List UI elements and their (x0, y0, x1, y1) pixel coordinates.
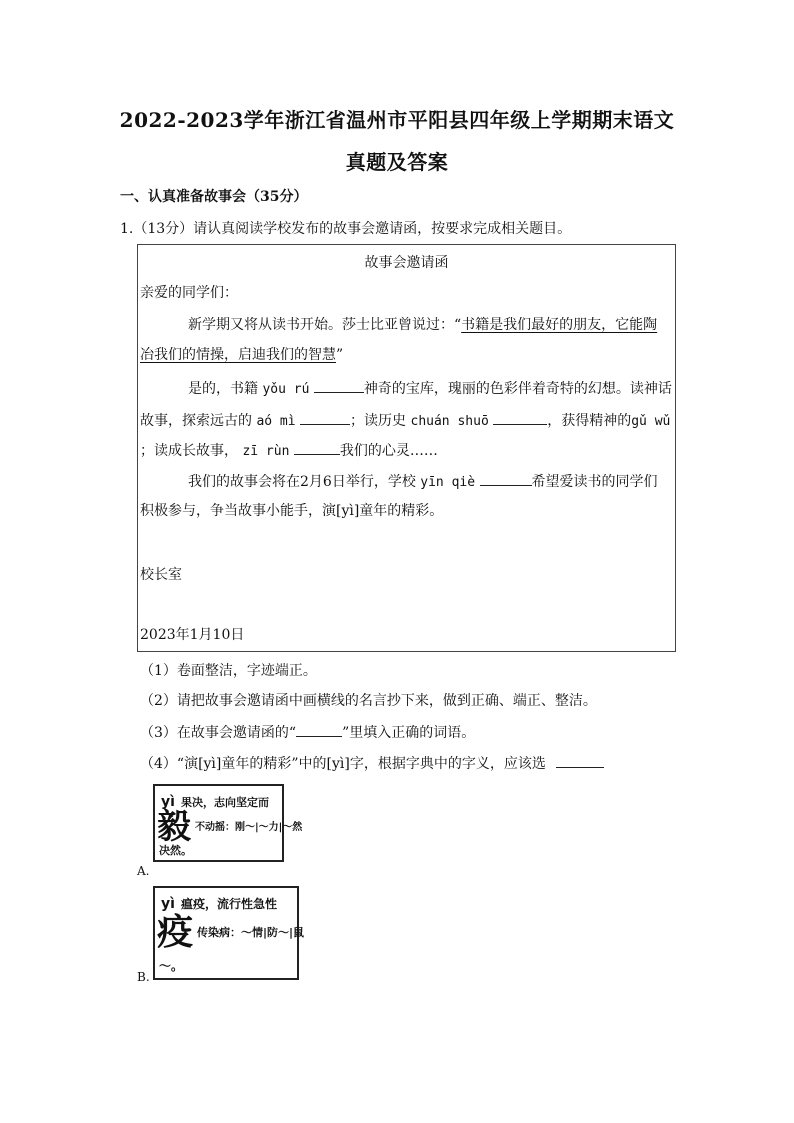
sub4-answer-blank[interactable] (556, 752, 604, 768)
quote-part-b: 冶我们的情操，启迪我们的智慧 (140, 347, 336, 363)
option-b-card[interactable] (153, 886, 305, 980)
invitation-signature: 校长室 (140, 567, 182, 583)
blank-2[interactable] (300, 409, 350, 425)
sub3-blank[interactable] (296, 721, 342, 737)
option-a-def-line3: 决然。 (159, 844, 192, 857)
invitation-greeting: 亲爱的同学们： (140, 285, 238, 301)
quote-part-a: 书籍是我们最好的朋友，它能陶 (461, 317, 658, 333)
option-b-char: 疫 (157, 911, 194, 953)
sub3-a: （3）在故事会邀请函的“ (140, 725, 297, 741)
option-a-char: 毅 (157, 807, 191, 847)
invitation-para-1 (188, 315, 657, 335)
para2-a: 是的，书籍 (188, 381, 258, 397)
para2-b: 神奇的宝库，瑰丽的色彩伴着奇特的幻想。读神话 (363, 381, 672, 397)
blank-3[interactable] (493, 409, 547, 425)
pinyin-zirun: zī rùn (242, 444, 290, 459)
pinyin-guwu: gǔ wǔ (631, 414, 671, 429)
invitation-para-5 (188, 470, 658, 493)
blank-4[interactable] (294, 439, 340, 455)
option-b-def-line3: ～。 (159, 959, 184, 973)
option-a-pinyin: yì (161, 794, 175, 810)
option-a-dictionary-image (155, 786, 303, 860)
para5-a: 我们的故事会将在2月6日举行，学校 (188, 474, 416, 490)
sub-question-1: （1）卷面整洁，字迹端正。 (140, 663, 317, 679)
document-title-line1: 2022-2023学年浙江省温州市平阳县四年级上学期期末语文 (119, 108, 675, 132)
document-title-line2: 真题及答案 (345, 150, 449, 174)
option-b-pinyin: yì (161, 896, 175, 912)
option-b-label: B. (137, 970, 150, 984)
sub4-text: （4）“演[yì]童年的精彩”中的[yì]字，根据字典中的字义，应该选 (140, 756, 546, 772)
invitation-box (137, 244, 676, 652)
sub-question-2: （2）请把故事会邀请函中画横线的名言抄下来，做到正确、端正、整洁。 (140, 693, 597, 709)
pinyin-yinqie: yīn qiè (420, 475, 476, 490)
pinyin-yunru: yǒu rú (262, 382, 310, 397)
option-a-def-line2: 不动摇：刚～|～力|～然 (195, 822, 303, 833)
invitation-para-6: 积极参与，争当故事小能手，演[yì]童年的精彩。 (140, 503, 444, 519)
option-a-label: A. (137, 864, 150, 878)
para4-a: ；读成长故事， (140, 443, 238, 459)
invitation-para-1-cont (140, 345, 343, 365)
blank-5[interactable] (480, 470, 532, 486)
para5-b: 希望爱读书的同学们 (531, 474, 658, 490)
pinyin-aomi: aó mì (256, 414, 296, 429)
para3-b: ；读历史 (350, 413, 407, 429)
pinyin-chuanshuo: chuán shuō (410, 414, 489, 429)
para3-a: 故事，探索远古的 (140, 413, 252, 429)
section-heading: 一、认真准备故事会（35分） (120, 189, 308, 205)
invitation-date: 2023年1月10日 (140, 627, 245, 643)
para1-lead: 新学期又将从读书开始。莎士比亚曾说过：“ (188, 317, 462, 333)
invitation-para-3 (140, 409, 670, 432)
question-1-stem: 1.（13分）请认真阅读学校发布的故事会邀请函，按要求完成相关题目。 (120, 221, 572, 237)
sub-question-4 (140, 752, 604, 773)
sub-question-3 (140, 721, 475, 742)
invitation-para-2 (188, 377, 672, 400)
blank-1[interactable] (314, 377, 364, 393)
invitation-para-4 (140, 439, 438, 462)
option-b-dictionary-image (155, 888, 305, 978)
invitation-heading: 故事会邀请函 (364, 255, 449, 271)
sub3-b: ”里填入正确的词语。 (342, 725, 476, 741)
option-a-card[interactable] (153, 784, 303, 862)
quote-end: ” (336, 347, 344, 363)
para4-b: 我们的心灵…… (339, 443, 438, 459)
option-b-def-line1: 瘟疫，流行性急性 (181, 897, 278, 911)
option-b-def-line2: 传染病：～情|防～|鼠 (197, 926, 305, 939)
para3-c: ，获得精神的 (547, 413, 632, 429)
option-a-def-line1: 果决，志向坚定而 (181, 796, 269, 809)
